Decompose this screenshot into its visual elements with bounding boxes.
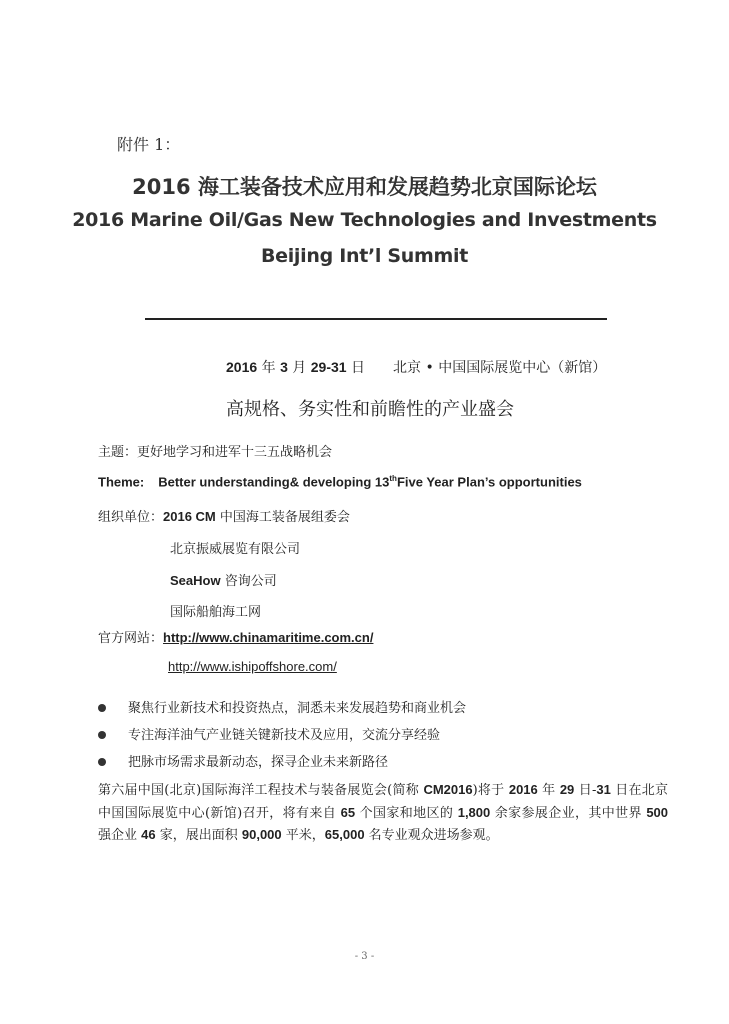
organizer-code: 2016 CM — [163, 509, 216, 524]
website-label: 官方网站： — [98, 631, 164, 646]
description-segment: )将于 — [472, 783, 509, 798]
theme-sup: th — [389, 474, 397, 483]
date-month: 3 — [280, 359, 288, 375]
date-year: 2016 — [226, 359, 258, 375]
organizer-main — [98, 506, 350, 525]
bullet-item — [98, 697, 466, 716]
attachment-label: 附件 1： — [117, 135, 181, 154]
title-english-line2: Beijing Int’l Summit — [260, 245, 469, 267]
description-segment: 90,000 — [241, 827, 282, 842]
slogan: 高规格、务实性和前瞻性的产业盛会 — [226, 399, 514, 420]
description-segment: 年 — [537, 783, 560, 798]
description-segment: 余家参展企业，其中世界 — [490, 805, 647, 821]
bullet-item — [98, 724, 440, 743]
organizer-item-name: 咨询公司 — [220, 574, 277, 589]
description-segment: 65,000 — [324, 827, 365, 842]
description-segment: 31 — [596, 782, 611, 797]
title-chinese: 2016 海工装备技术应用和发展趋势北京国际论坛 — [132, 175, 597, 199]
organizer-item — [170, 570, 277, 589]
website-link-chinamaritime[interactable]: http://www.chinamaritime.com.cn/ — [163, 630, 374, 645]
bullet-text: 专注海洋油气产业链关键新技术及应用，交流分享经验 — [128, 728, 441, 743]
description-segment: 29 — [559, 782, 575, 797]
description-segment: 65 — [340, 804, 356, 820]
divider-rule — [145, 318, 607, 320]
theme-text: Better understanding& developing 13 — [158, 474, 390, 490]
bullet-dot-icon — [98, 731, 106, 739]
organizer-item-name: 国际船舶海工网 — [170, 605, 262, 620]
bullet-text: 聚焦行业新技术和投资热点，洞悉未来发展趋势和商业机会 — [128, 701, 467, 716]
bullet-dot-icon — [98, 758, 106, 766]
description-segment: CM2016 — [423, 782, 473, 797]
venue: 北京 • 中国国际展览中心（新馆） — [393, 360, 607, 376]
organizer-item-name: 北京振威展览有限公司 — [170, 542, 301, 557]
theme-label: Theme: — [98, 474, 145, 490]
website-line-2 — [168, 659, 337, 675]
date-day-unit: 日 — [346, 360, 366, 376]
description-segment: 平米， — [281, 828, 325, 843]
description-segment: 日- — [574, 783, 597, 798]
organizer-item — [170, 538, 300, 557]
theme-english — [98, 474, 582, 489]
description-segment: 个国家和地区的 — [355, 805, 458, 821]
organizer-name: 中国海工装备展组委会 — [215, 510, 350, 525]
event-date-venue — [226, 357, 606, 377]
description-paragraph — [98, 779, 668, 847]
website-line — [98, 627, 373, 646]
description-segment: 强企业 — [98, 828, 142, 843]
bullet-text: 把脉市场需求最新动态，探寻企业未来新路径 — [128, 755, 389, 770]
website-link-ishipoffshore[interactable]: http://www.ishipoffshore.com/ — [168, 659, 337, 674]
description-segment: 日在北京中国国际展览中心(新馆)召开，将有来自 — [98, 783, 669, 821]
description-segment: 家，展出面积 — [155, 828, 242, 843]
page-number: - 3 - — [354, 951, 375, 962]
theme-text-post: Five Year Plan’s opportunities — [396, 474, 582, 490]
bullet-item — [98, 751, 388, 770]
organizer-label: 组织单位： — [98, 510, 164, 525]
description-segment: 1,800 — [457, 804, 491, 820]
description-segment: 名专业观众进场参观。 — [364, 828, 499, 843]
date-days: 29-31 — [310, 359, 347, 375]
title-english-line1: 2016 Marine Oil/Gas New Technologies and Investments — [72, 209, 657, 231]
date-month-unit: 月 — [287, 360, 311, 376]
organizer-item-prefix: SeaHow — [170, 573, 221, 588]
bullet-dot-icon — [98, 704, 106, 712]
organizer-item — [170, 601, 261, 620]
description-segment: 2016 — [508, 782, 538, 797]
theme-chinese: 主题：更好地学习和进军十三五战略机会 — [98, 445, 333, 460]
date-year-unit: 年 — [257, 360, 281, 376]
description-segment: 46 — [141, 827, 156, 842]
description-segment: 第六届中国(北京)国际海洋工程技术与装备展览会(简称 — [98, 783, 424, 798]
description-segment: 500 — [646, 804, 669, 820]
